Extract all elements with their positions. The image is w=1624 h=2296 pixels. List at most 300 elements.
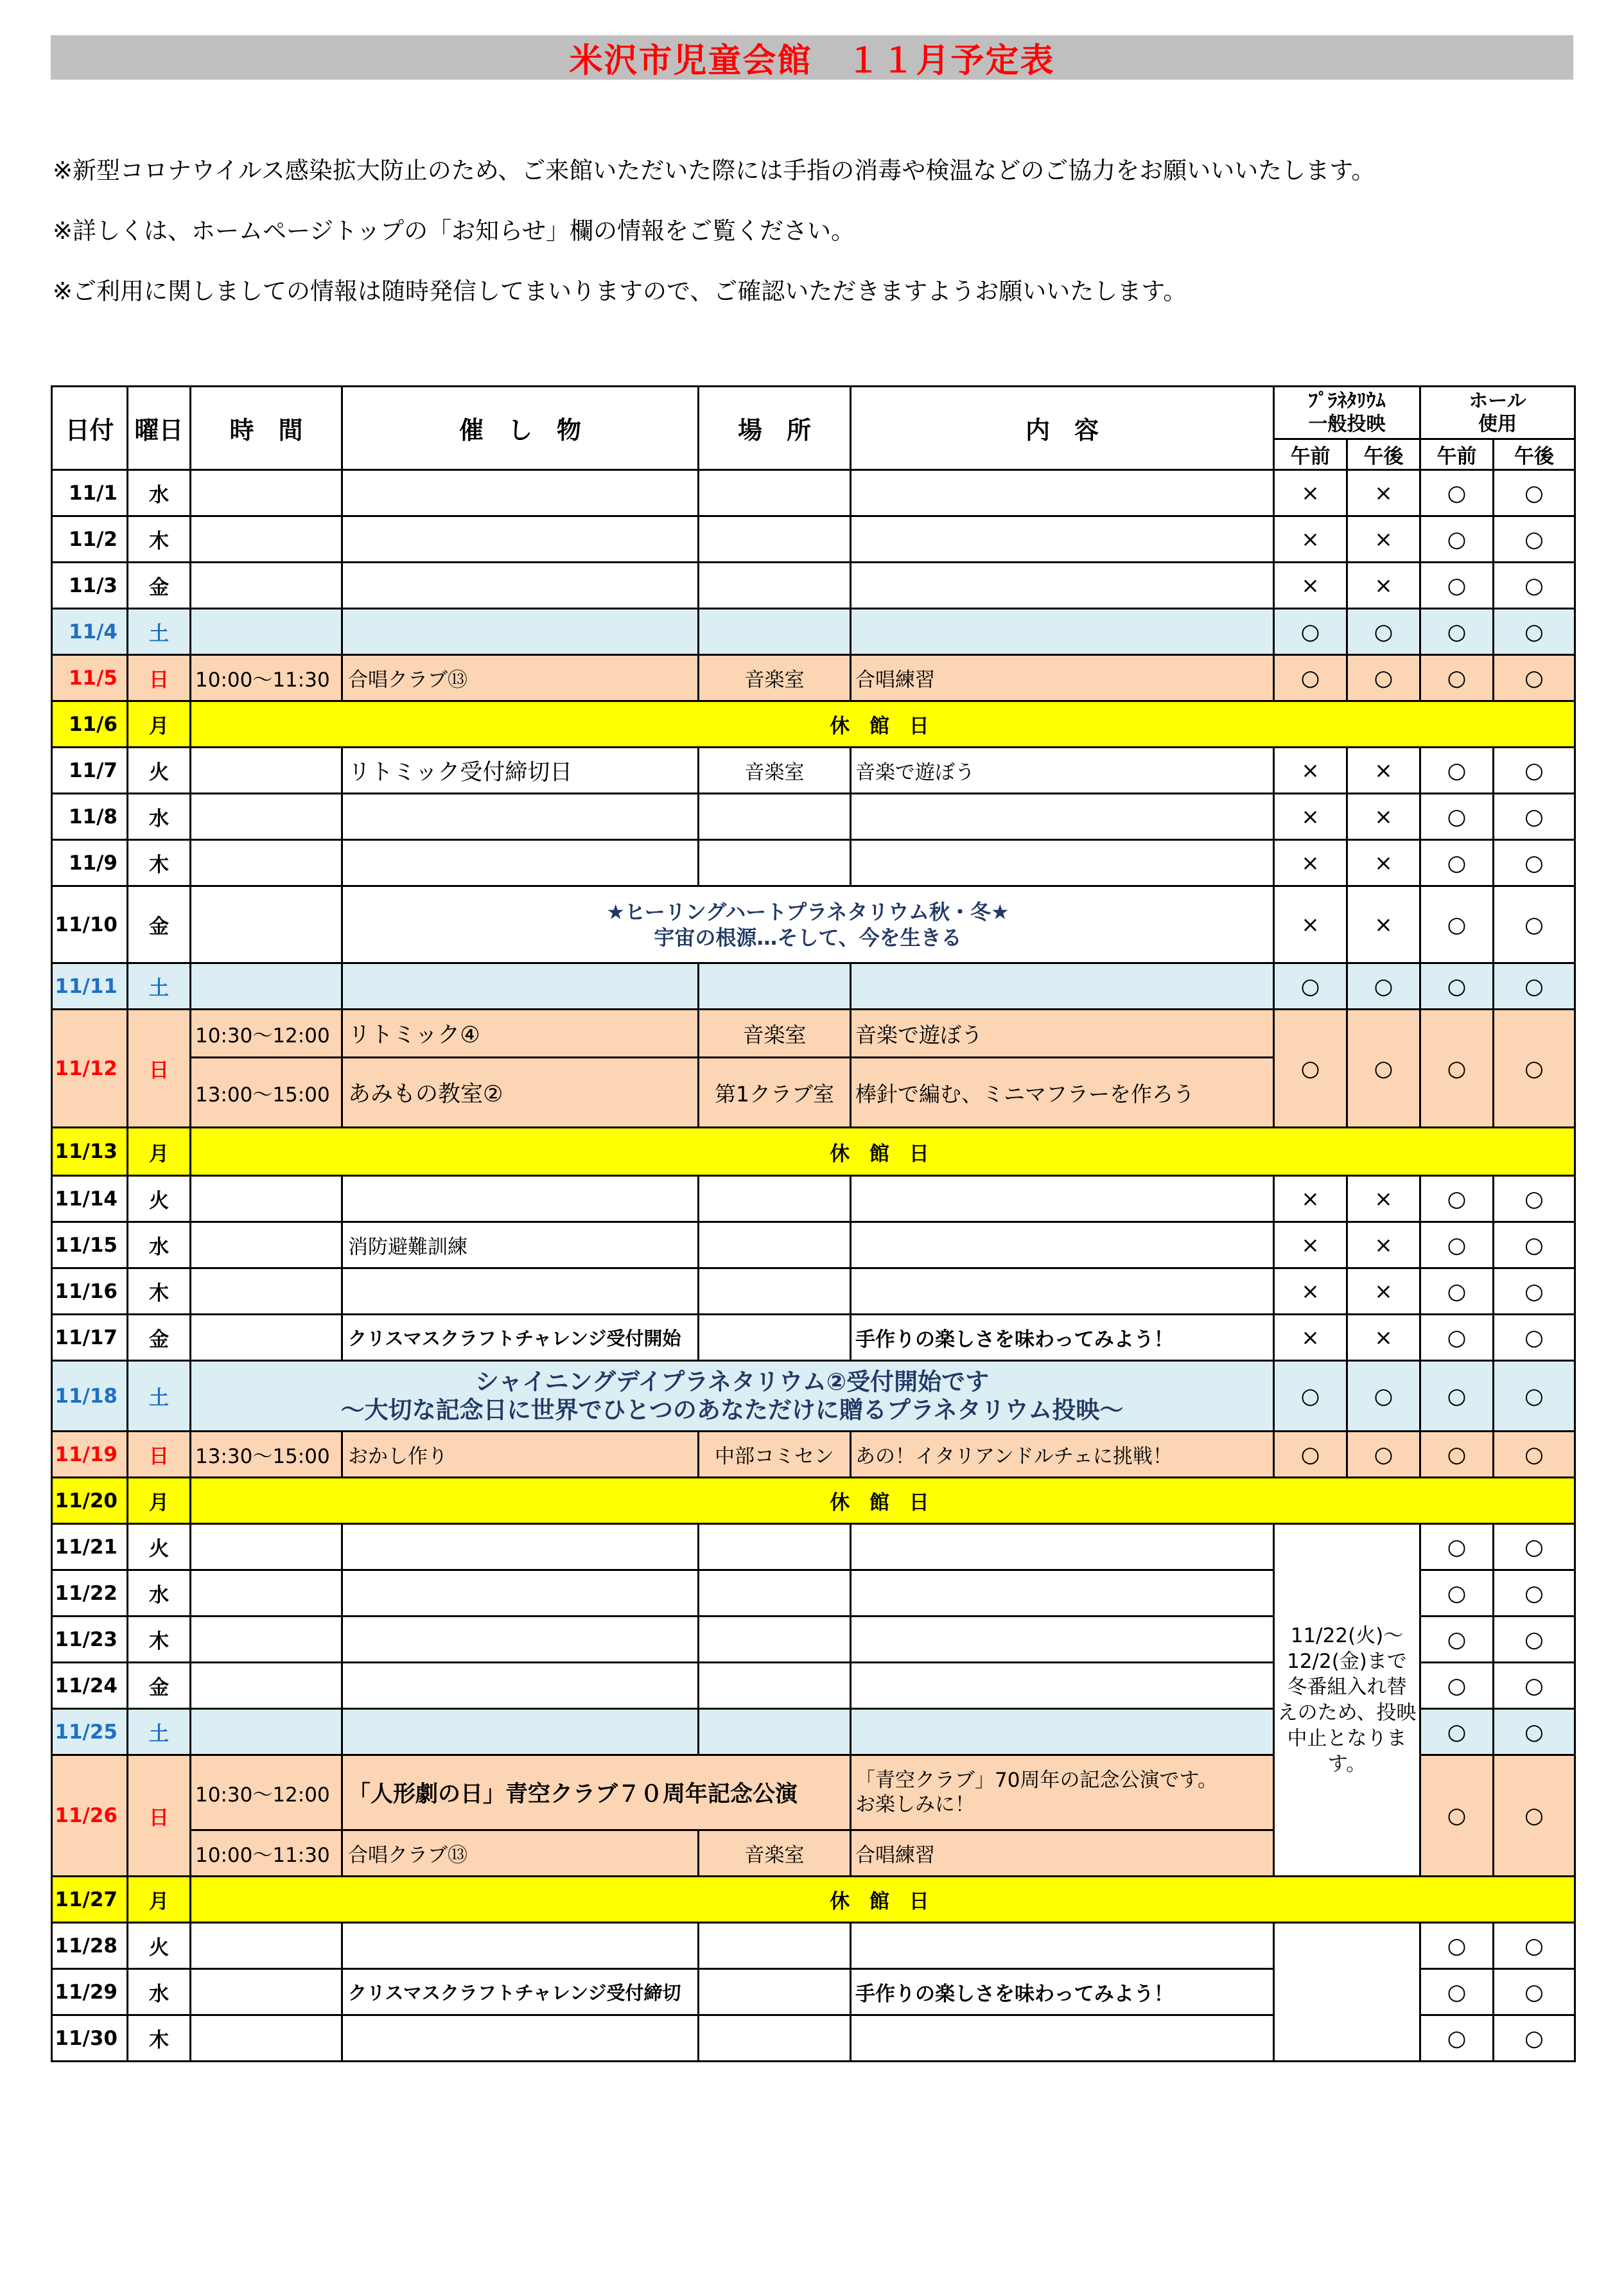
mark-cell: × [1274,1176,1347,1222]
closed-day-label: 休 館 日 [191,701,1575,748]
content-cell [851,1222,1274,1268]
mark-cell: ○ [1420,794,1494,840]
mark-cell: ○ [1494,1176,1575,1222]
date-cell: 11/21 [52,1524,128,1570]
time-cell [191,2015,342,2062]
place-cell [699,963,851,1010]
page-title: 米沢市児童会館 １１月予定表 [569,42,1055,80]
day-row [52,1315,1575,1361]
weekday-cell: 火 [128,1176,191,1222]
mark-cell: × [1274,886,1347,963]
mark-cell: ○ [1420,748,1494,794]
date-cell: 11/20 [52,1478,128,1524]
content-cell [851,2015,1274,2062]
time-cell: 13:00～15:00 [191,1058,342,1128]
weekday-cell: 火 [128,1923,191,1969]
note-line: 11/22(火)～ [1290,1624,1404,1647]
place-cell: 音楽室 [699,1830,851,1877]
event-cell: 合唱クラブ⑬ [342,655,699,701]
weekday-cell: 土 [128,1361,191,1432]
notice-list [53,152,1375,333]
mark-cell: ○ [1347,1361,1420,1432]
content-cell [851,794,1274,840]
time-cell [191,886,342,963]
weekday-cell: 日 [128,1432,191,1478]
time-cell [191,1969,342,2015]
mark-cell: × [1274,516,1347,563]
mark-cell: ○ [1494,1923,1575,1969]
place-cell [699,1923,851,1969]
mark-cell: ○ [1494,655,1575,701]
day-row [52,655,1575,701]
event-cell: クリスマスクラフトチャレンジ受付締切 [342,1969,699,2015]
mark-cell: ○ [1274,609,1347,655]
content-cell [851,470,1274,516]
event-cell [342,1570,699,1617]
event-cell: リトミック受付締切日 [342,748,699,794]
date-cell: 11/23 [52,1617,128,1663]
mark-cell: ○ [1494,1432,1575,1478]
mark-cell: ○ [1420,1432,1494,1478]
time-cell [191,794,342,840]
time-cell [191,1923,342,1969]
weekday-cell: 金 [128,1663,191,1709]
time-cell [191,1570,342,1617]
weekday-cell: 木 [128,1617,191,1663]
header-hall-line2: 使用 [1478,412,1517,435]
header-planetarium-line2: 一般投映 [1308,412,1386,435]
mark-cell: × [1274,470,1347,516]
mark-cell: ○ [1420,470,1494,516]
mark-cell: ○ [1420,1923,1494,1969]
place-cell [699,2015,851,2062]
event-cell [342,470,699,516]
title-bar [51,35,1573,80]
mark-cell: ○ [1494,1222,1575,1268]
mark-cell: ○ [1420,1617,1494,1663]
time-cell [191,963,342,1010]
date-cell: 11/17 [52,1315,128,1361]
weekday-cell: 金 [128,886,191,963]
date-cell: 11/13 [52,1128,128,1176]
mark-cell: ○ [1420,609,1494,655]
mark-cell: ○ [1494,1709,1575,1755]
weekday-cell: 水 [128,794,191,840]
time-cell: 13:30～15:00 [191,1432,342,1478]
content-cell [851,563,1274,609]
content-cell [851,1268,1274,1315]
closed-day-label: 休 館 日 [191,1478,1575,1524]
content-cell: 手作りの楽しさを味わってみよう！ [851,1969,1274,2015]
header-hall-pm: 午後 [1494,439,1575,470]
event-cell [342,516,699,563]
mark-cell: ○ [1494,1268,1575,1315]
header-hall-line1: ホール [1469,389,1526,412]
day-row [52,1923,1575,1969]
date-cell: 11/30 [52,2015,128,2062]
day-row [52,748,1575,794]
planetarium-banner [191,1361,1274,1432]
day-row [52,1222,1575,1268]
event-cell [342,2015,699,2062]
weekday-cell: 日 [128,655,191,701]
content-cell: 合唱練習 [851,1830,1274,1877]
note-line: 12/2(金)まで [1287,1650,1407,1673]
event-cell [342,1176,699,1222]
mark-cell: ○ [1420,1222,1494,1268]
banner-line1: ★ヒーリングハートプラネタリウム秋・冬★ [606,899,1009,924]
place-cell [699,1617,851,1663]
mark-cell: ○ [1347,609,1420,655]
mark-cell: ○ [1420,1663,1494,1709]
time-cell [191,1176,342,1222]
date-cell: 11/6 [52,701,128,748]
notice-2: ※詳しくは、ホームページトップの「お知らせ」欄の情報をご覧ください。 [53,217,855,245]
header-time: 時 間 [191,387,342,470]
mark-cell: ○ [1494,1524,1575,1570]
content-cell [851,840,1274,886]
day-row [52,840,1575,886]
weekday-cell: 水 [128,1969,191,2015]
day-row [52,886,1575,963]
time-cell [191,840,342,886]
header-date: 日付 [52,387,128,470]
weekday-cell: 木 [128,840,191,886]
content-cell: 音楽で遊ぼう [851,748,1274,794]
day-row [52,963,1575,1010]
content-cell [851,1663,1274,1709]
mark-cell: ○ [1494,1315,1575,1361]
time-cell [191,1709,342,1755]
date-cell: 11/19 [52,1432,128,1478]
place-cell [699,1176,851,1222]
content-cell [851,1570,1274,1617]
event-cell: クリスマスクラフトチャレンジ受付開始 [342,1315,699,1361]
time-cell [191,609,342,655]
time-cell: 10:00～11:30 [191,655,342,701]
event-cell: リトミック④ [342,1010,699,1058]
place-cell [699,1663,851,1709]
content-cell [851,1524,1274,1570]
time-cell [191,1524,342,1570]
day-row [52,563,1575,609]
mark-cell: × [1274,1222,1347,1268]
day-row [52,516,1575,563]
mark-cell: ○ [1420,563,1494,609]
closed-row [52,701,1575,748]
mark-cell: ○ [1494,1570,1575,1617]
mark-cell: × [1347,840,1420,886]
time-cell [191,1268,342,1315]
content-cell [851,1176,1274,1222]
time-cell [191,1222,342,1268]
day-row [52,1268,1575,1315]
time-cell: 10:30～12:00 [191,1755,342,1830]
date-cell: 11/16 [52,1268,128,1315]
event-cell [342,1524,699,1570]
notice-1: ※新型コロナウイルス感染拡大防止のため、ご来館いただいた際には手指の消毒や検温などのご協力をお願いいいたします。 [53,157,1375,184]
mark-cell: ○ [1420,963,1494,1010]
weekday-cell: 土 [128,609,191,655]
mark-cell: ○ [1494,748,1575,794]
weekday-cell: 月 [128,1478,191,1524]
mark-cell: ○ [1494,1361,1575,1432]
mark-cell: × [1347,748,1420,794]
mark-cell: ○ [1494,563,1575,609]
mark-cell: ○ [1494,470,1575,516]
closed-row [52,1877,1575,1923]
date-cell: 11/26 [52,1755,128,1877]
weekday-cell: 金 [128,1315,191,1361]
mark-cell: ○ [1420,2015,1494,2062]
place-cell: 音楽室 [699,1010,851,1058]
mark-cell: ○ [1420,1010,1494,1128]
event-cell [342,609,699,655]
weekday-cell: 土 [128,963,191,1010]
date-cell: 11/4 [52,609,128,655]
weekday-cell: 水 [128,1222,191,1268]
header-hall [1420,387,1575,439]
day-row [52,470,1575,516]
event-cell [342,840,699,886]
mark-cell: ○ [1420,1709,1494,1755]
time-cell [191,516,342,563]
weekday-cell: 火 [128,1524,191,1570]
banner-line2: ～大切な記念日に世界でひとつのあなただけに贈るプラネタリウム投映～ [340,1396,1124,1424]
mark-cell: ○ [1494,1010,1575,1128]
event-cell [342,1663,699,1709]
mark-cell: ○ [1420,1969,1494,2015]
mark-cell: ○ [1347,655,1420,701]
note-line: えのため、投映 [1277,1701,1417,1724]
place-cell [699,1969,851,2015]
place-cell [699,563,851,609]
day-row [52,609,1575,655]
mark-cell: × [1274,1268,1347,1315]
mark-cell: × [1347,1315,1420,1361]
mark-cell: ○ [1494,2015,1575,2062]
place-cell [699,1570,851,1617]
day-row [52,1524,1575,1570]
mark-cell: × [1274,794,1347,840]
mark-cell: × [1347,1176,1420,1222]
mark-cell: ○ [1494,1663,1575,1709]
mark-cell: ○ [1494,1755,1575,1877]
mark-cell: ○ [1494,1617,1575,1663]
date-cell: 11/18 [52,1361,128,1432]
event-cell: あみもの教室② [342,1058,699,1128]
event-cell: 消防避難訓練 [342,1222,699,1268]
content-cell: 合唱練習 [851,655,1274,701]
note-line: す。 [1327,1753,1366,1776]
time-cell [191,1663,342,1709]
time-cell [191,1315,342,1361]
place-cell: 第1クラブ室 [699,1058,851,1128]
place-cell [699,516,851,563]
closed-row [52,1478,1575,1524]
content-cell [851,516,1274,563]
mark-cell: ○ [1274,963,1347,1010]
place-cell [699,609,851,655]
time-cell [191,470,342,516]
content-cell [851,1755,1274,1830]
mark-cell: × [1274,1315,1347,1361]
day-row [52,1010,1575,1058]
mark-cell: ○ [1420,1315,1494,1361]
event-cell: 「人形劇の日」青空クラブ７０周年記念公演 [342,1755,851,1830]
header-hall-am: 午前 [1420,439,1494,470]
content-line: お楽しみに！ [855,1793,975,1816]
header-row [52,387,1575,439]
place-cell: 中部コミセン [699,1432,851,1478]
notice-3: ※ご利用に関しましての情報は随時発信してまいりますので、ご確認いただきますようお願いいたします。 [53,277,1187,305]
mark-cell: ○ [1347,963,1420,1010]
date-cell: 11/3 [52,563,128,609]
mark-cell: ○ [1347,1010,1420,1128]
note-line: 冬番組入れ替 [1287,1676,1407,1699]
note-line: 中止となりま [1287,1727,1407,1750]
date-cell: 11/25 [52,1709,128,1755]
time-cell: 10:30～12:00 [191,1010,342,1058]
mark-cell: ○ [1274,655,1347,701]
place-cell [699,1315,851,1361]
mark-cell: ○ [1347,1432,1420,1478]
day-row [52,1176,1575,1222]
date-cell: 11/14 [52,1176,128,1222]
day-row [52,1361,1575,1432]
weekday-cell: 月 [128,1877,191,1923]
time-cell [191,563,342,609]
event-cell: おかし作り [342,1432,699,1478]
date-cell: 11/5 [52,655,128,701]
place-cell [699,840,851,886]
weekday-cell: 月 [128,701,191,748]
content-line: 「青空クラブ」70周年の記念公演です。 [855,1769,1218,1792]
mark-cell: ○ [1494,516,1575,563]
planetarium-suspension-note [1274,1524,1420,1877]
place-cell [699,470,851,516]
planetarium-blank-cell [1274,1923,1420,2062]
closed-row [52,1128,1575,1176]
content-cell: 音楽で遊ぼう [851,1010,1274,1058]
mark-cell: × [1347,886,1420,963]
place-cell: 音楽室 [699,655,851,701]
mark-cell: ○ [1274,1010,1347,1128]
weekday-cell: 日 [128,1010,191,1128]
mark-cell: × [1347,794,1420,840]
event-cell [342,563,699,609]
mark-cell: ○ [1420,1268,1494,1315]
mark-cell: ○ [1420,886,1494,963]
mark-cell: ○ [1420,1755,1494,1877]
content-cell [851,963,1274,1010]
mark-cell: ○ [1420,840,1494,886]
event-cell: 合唱クラブ⑬ [342,1830,699,1877]
header-planetarium [1274,387,1420,439]
banner-line1: シャイニングデイプラネタリウム②受付開始です [475,1367,990,1396]
weekday-cell: 木 [128,516,191,563]
header-content: 内 容 [851,387,1274,470]
content-cell: あの！イタリアンドルチェに挑戦！ [851,1432,1274,1478]
mark-cell: × [1274,748,1347,794]
mark-cell: ○ [1494,609,1575,655]
date-cell: 11/28 [52,1923,128,1969]
event-cell [342,794,699,840]
mark-cell: × [1347,1222,1420,1268]
header-planetarium-pm: 午後 [1347,439,1420,470]
mark-cell: ○ [1494,963,1575,1010]
weekday-cell: 水 [128,1570,191,1617]
time-cell [191,1617,342,1663]
header-weekday: 曜日 [128,387,191,470]
time-cell [191,748,342,794]
mark-cell: ○ [1494,886,1575,963]
mark-cell: × [1347,563,1420,609]
mark-cell: × [1347,470,1420,516]
date-cell: 11/9 [52,840,128,886]
mark-cell: × [1274,563,1347,609]
date-cell: 11/12 [52,1010,128,1128]
weekday-cell: 木 [128,1268,191,1315]
weekday-cell: 木 [128,2015,191,2062]
mark-cell: × [1274,840,1347,886]
banner-line2: 宇宙の根源…そして、今を生きる [654,925,962,950]
content-cell: 棒針で編む、ミニマフラーを作ろう [851,1058,1274,1128]
mark-cell: ○ [1420,1570,1494,1617]
event-cell [342,1923,699,1969]
schedule-table [51,385,1576,2062]
weekday-cell: 水 [128,470,191,516]
date-cell: 11/8 [52,794,128,840]
place-cell [699,1524,851,1570]
content-cell [851,609,1274,655]
closed-day-label: 休 館 日 [191,1128,1575,1176]
date-cell: 11/2 [52,516,128,563]
weekday-cell: 月 [128,1128,191,1176]
weekday-cell: 土 [128,1709,191,1755]
event-cell [342,1617,699,1663]
date-cell: 11/27 [52,1877,128,1923]
header-planetarium-am: 午前 [1274,439,1347,470]
place-cell [699,794,851,840]
content-cell: 手作りの楽しさを味わってみよう！ [851,1315,1274,1361]
mark-cell: ○ [1494,794,1575,840]
event-cell [342,1268,699,1315]
header-event: 催 し 物 [342,387,699,470]
content-cell [851,1709,1274,1755]
date-cell: 11/15 [52,1222,128,1268]
mark-cell: ○ [1420,1524,1494,1570]
closed-day-label: 休 館 日 [191,1877,1575,1923]
date-cell: 11/29 [52,1969,128,2015]
event-cell [342,963,699,1010]
header-planetarium-line1: ﾌﾟﾗﾈﾀﾘｳﾑ [1308,389,1386,412]
date-cell: 11/10 [52,886,128,963]
mark-cell: × [1347,1268,1420,1315]
place-cell [699,1709,851,1755]
time-cell: 10:00～11:30 [191,1830,342,1877]
mark-cell: ○ [1494,840,1575,886]
mark-cell: ○ [1420,516,1494,563]
date-cell: 11/11 [52,963,128,1010]
mark-cell: ○ [1274,1361,1347,1432]
planetarium-banner [342,886,1274,963]
place-cell: 音楽室 [699,748,851,794]
mark-cell: ○ [1420,1176,1494,1222]
date-cell: 11/7 [52,748,128,794]
mark-cell: × [1347,516,1420,563]
place-cell [699,1222,851,1268]
